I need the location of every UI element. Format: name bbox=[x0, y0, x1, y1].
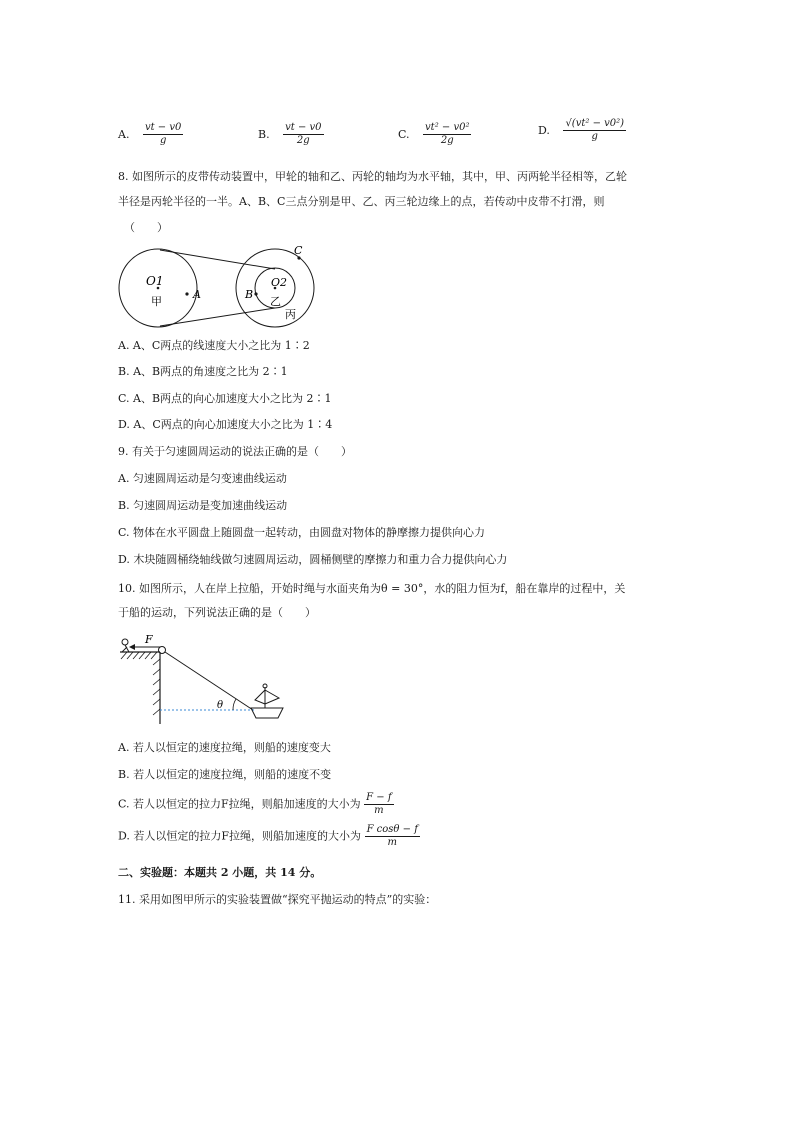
q7-option-d: D. $\frac{\text{√(vt² − v0²)}}{g}$ bbox=[538, 118, 625, 142]
label-theta: θ bbox=[217, 700, 224, 711]
q8-stem-line3: （ ） bbox=[124, 221, 168, 234]
q7-option-a: A. $\frac{vt - v0}{g}$ bbox=[118, 122, 182, 146]
section-heading: 二、实验题：本题共 2 小题，共 14 分。 bbox=[118, 866, 322, 879]
label-jia: 甲 bbox=[151, 295, 162, 308]
label-yi: 乙 bbox=[270, 295, 281, 308]
q9-option-b: B. 匀速圆周运动是变加速曲线运动 bbox=[118, 499, 288, 512]
q10-option-b: B. 若人以恒定的速度拉绳，则船的速度不变 bbox=[118, 768, 332, 781]
q8-option-c: C. A、B两点的向心加速度大小之比为 2∶1 bbox=[118, 392, 332, 405]
q9-option-a: A. 匀速圆周运动是匀变速曲线运动 bbox=[118, 472, 287, 485]
q7-option-c-fraction: $\frac{\text{vt² − v0²}}{2g}$ bbox=[425, 122, 470, 146]
q10-option-c-fraction: $\frac{F - f}{m}$ bbox=[366, 792, 392, 816]
point-b-dot bbox=[254, 292, 257, 295]
label-f: F bbox=[145, 633, 153, 646]
q7-option-b: B. $\frac{vt - v0}{2g}$ bbox=[258, 122, 322, 146]
q9-stem: 9. 有关于匀速圆周运动的说法正确的是（ ） bbox=[118, 445, 352, 458]
q7-option-c: C. $\frac{\text{vt² − v0²}}{2g}$ bbox=[398, 122, 470, 146]
q8-option-b: B. A、B两点的角速度之比为 2∶1 bbox=[118, 365, 288, 378]
label-bing: 丙 bbox=[285, 308, 296, 321]
q7-option-b-fraction: $\frac{vt - v0}{2g}$ bbox=[285, 122, 322, 146]
label-b: B bbox=[245, 288, 254, 301]
belt-pulley-figure bbox=[115, 242, 325, 332]
q7-option-d-fraction: $\frac{\text{√(vt² − v0²)}}{g}$ bbox=[565, 118, 625, 142]
rope bbox=[165, 652, 253, 710]
q9-option-c: C. 物体在水平圆盘上随圆盘一起转动，由圆盘对物体的静摩擦力提供向心力 bbox=[118, 526, 486, 539]
label-a: A bbox=[193, 288, 201, 301]
boat-pulling-figure bbox=[115, 632, 295, 727]
label-o1: O1 bbox=[146, 274, 164, 288]
point-a-dot bbox=[185, 292, 188, 295]
q10-stem-line1: 10. 如图所示，人在岸上拉船，开始时绳与水面夹角为θ = 30°，水的阻力恒为f，船在靠岸的过程中，关 bbox=[118, 582, 626, 595]
boat-icon bbox=[251, 684, 283, 718]
q8-stem-line2: 半径是丙轮半径的一半。A、B、C三点分别是甲、乙、丙三轮边缘上的点，若传动中皮带不打滑，则 bbox=[118, 195, 605, 208]
q11-stem: 11. 采用如图甲所示的实验装置做“探究平抛运动的特点”的实验： bbox=[118, 893, 437, 906]
q10-option-d: D. 若人以恒定的拉力F拉绳，则船加速度的大小为 $\frac{\text{F cosθ − f}}{m}$ bbox=[118, 824, 418, 848]
q8-option-d: D. A、C两点的向心加速度大小之比为 1∶4 bbox=[118, 418, 333, 431]
q9-option-d: D. 木块随圆桶绕轴线做匀速圆周运动，圆桶侧壁的摩擦力和重力合力提供向心力 bbox=[118, 553, 508, 566]
q10-stem-line2: 于船的运动，下列说法正确的是（ ） bbox=[118, 606, 316, 619]
q10-option-c: C. 若人以恒定的拉力F拉绳，则船加速度的大小为 $\frac{F - f}{m}$ bbox=[118, 792, 392, 816]
person-head bbox=[122, 639, 128, 645]
q8-option-a: A. A、C两点的线速度大小之比为 1∶2 bbox=[118, 339, 310, 352]
label-o2: O2 bbox=[271, 276, 288, 289]
label-c: C bbox=[294, 244, 303, 257]
q10-option-a: A. 若人以恒定的速度拉绳，则船的速度变大 bbox=[118, 741, 331, 754]
q8-stem-line1: 8. 如图所示的皮带传动装置中，甲轮的轴和乙、丙轮的轴均为水平轴，其中，甲、丙两轮半径相等，乙轮 bbox=[118, 170, 627, 183]
pulley-icon bbox=[159, 647, 166, 654]
bank-hatching bbox=[121, 652, 160, 715]
q7-option-a-fraction: $\frac{vt - v0}{g}$ bbox=[144, 122, 182, 146]
q10-option-d-fraction: $\frac{\text{F cosθ − f}}{m}$ bbox=[366, 824, 418, 848]
angle-arc bbox=[233, 699, 236, 710]
